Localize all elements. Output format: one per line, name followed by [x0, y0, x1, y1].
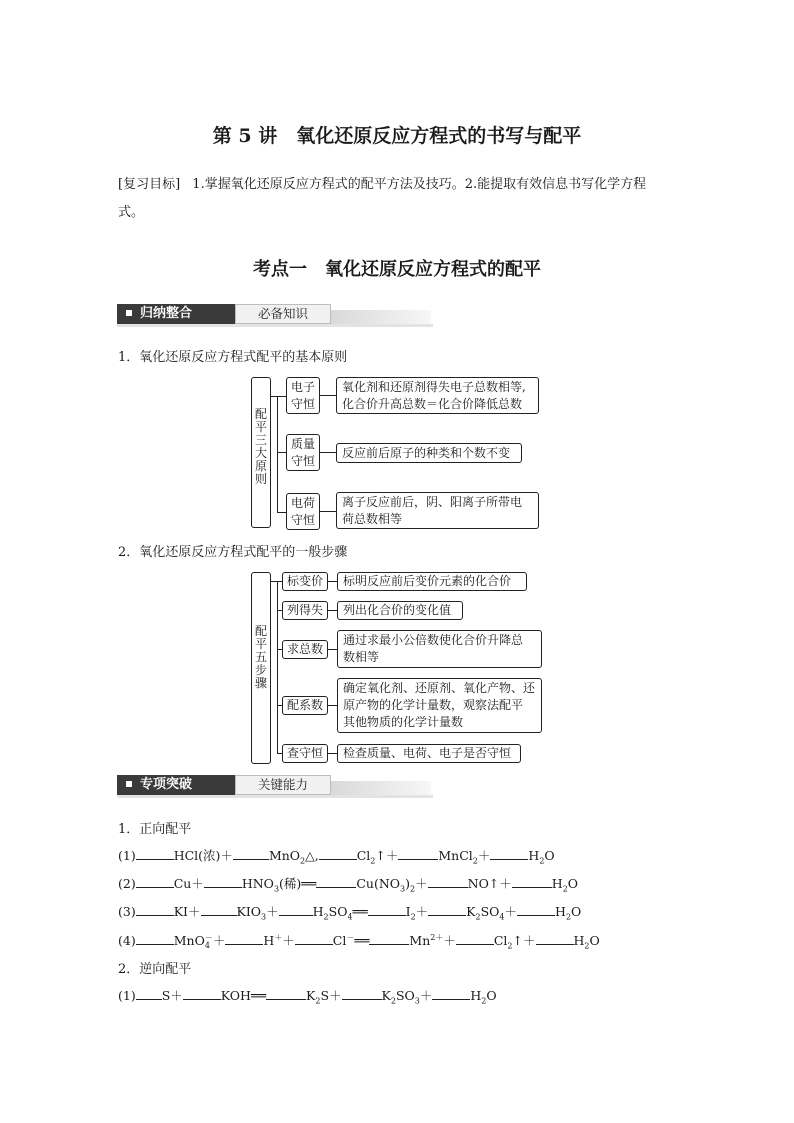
answer-blank[interactable] — [136, 987, 162, 1000]
answer-blank[interactable] — [342, 987, 382, 1000]
section-tag-dark: 归纳整合 — [117, 304, 235, 324]
answer-blank[interactable] — [490, 847, 528, 860]
section-heading: 考点一 氧化还原反应方程式的配平 — [253, 259, 541, 280]
step-key-5: 查守恒 — [282, 744, 328, 763]
answer-blank[interactable] — [512, 875, 552, 888]
step-key-2: 列得失 — [282, 601, 328, 620]
answer-blank[interactable] — [204, 875, 242, 888]
answer-blank[interactable] — [201, 903, 237, 916]
equation-2: (2) $Cu+ HNO_3$(稀)══ $Cu(NO_3)_2+$ NO↑＋ $H_2O$ — [118, 876, 579, 894]
answer-blank[interactable] — [316, 875, 356, 888]
answer-blank[interactable] — [233, 847, 269, 860]
square-icon — [126, 781, 132, 787]
page-title: 第 5 讲 氧化还原反应方程式的书写与配平 — [212, 125, 582, 147]
answer-blank[interactable] — [368, 903, 406, 916]
equation-1: (1) HCl(浓)＋ MnO$_2$△, $Cl_2↑+$ MnCl$_2$＋ $H_2O$ — [118, 848, 555, 866]
equation-5: (1) S＋ KOH══ $K_2S+ K_2SO_3+ H_2O$ — [118, 988, 497, 1006]
diagram1-root: 配平三大原则 — [251, 377, 271, 528]
answer-blank[interactable] — [432, 987, 470, 1000]
step-desc-4: 确定氧化剂、还原剂、氧化产物、还 原产物的化学计量数，观察法配平 其他物质的化学计量数 — [337, 678, 542, 733]
answer-blank[interactable] — [266, 987, 306, 1000]
diagram2-root: 配平五步骤 — [251, 572, 271, 764]
answer-blank[interactable] — [136, 847, 174, 860]
objective-line-2: 式。 — [118, 205, 145, 220]
answer-blank[interactable] — [136, 875, 174, 888]
equation-3: (3) $KI+ KIO_3+$ $H_2SO_4══$ $I_2+ K_2SO_4+ H_2O$ — [118, 904, 582, 922]
answer-blank[interactable] — [369, 932, 409, 945]
answer-blank[interactable] — [319, 847, 357, 860]
answer-blank[interactable] — [295, 932, 333, 945]
section-tag-dark: 专项突破 — [117, 775, 235, 795]
principle-desc-charge: 离子反应前后，阴、阳离子所带电 荷总数相等 — [336, 492, 539, 529]
heading-forward: 1．正向配平 — [118, 822, 192, 837]
objective-text-1: 1.掌握氧化还原反应方程式的配平方法及技巧。2.能提取有效信息书写化学方程 — [192, 177, 647, 192]
answer-blank[interactable] — [536, 932, 574, 945]
answer-blank[interactable] — [183, 987, 221, 1000]
principle-key-mass: 质量 守恒 — [286, 434, 320, 471]
principle-key-charge: 电荷 守恒 — [286, 493, 320, 530]
answer-blank[interactable] — [428, 903, 466, 916]
section-tag-light: 关键能力 — [235, 775, 331, 795]
answer-blank[interactable] — [517, 903, 555, 916]
step-desc-2: 列出化合价的变化值 — [337, 601, 463, 620]
answer-blank[interactable] — [456, 932, 494, 945]
step-desc-1: 标明反应前后变价元素的化合价 — [337, 572, 527, 591]
step-desc-5: 检查质量、电荷、电子是否守恒 — [337, 744, 521, 763]
principle-desc-electron: 氧化剂和还原剂得失电子总数相等, 化合价升高总数＝化合价降低总数 — [336, 377, 539, 414]
square-icon — [126, 310, 132, 316]
answer-blank[interactable] — [398, 847, 438, 860]
section-tag-light: 必备知识 — [235, 304, 331, 324]
objective-label: [复习目标] — [118, 177, 181, 192]
equation-4: (4) MnO － 4 ＋ H＋＋ Cl－══ $Mn^{2+}+$ $Cl_2↑+ H_2O$ — [118, 932, 600, 951]
heading-principles: 1．氧化还原反应方程式配平的基本原则 — [118, 350, 348, 365]
answer-blank[interactable] — [428, 875, 468, 888]
step-key-3: 求总数 — [282, 640, 328, 659]
principle-desc-mass: 反应前后原子的种类和个数不变 — [336, 443, 522, 463]
principle-key-electron: 电子 守恒 — [286, 377, 320, 414]
answer-blank[interactable] — [136, 932, 174, 945]
step-desc-3: 通过求最小公倍数使化合价升降总 数相等 — [337, 630, 542, 668]
heading-steps: 2．氧化还原反应方程式配平的一般步骤 — [118, 545, 348, 560]
answer-blank[interactable] — [279, 903, 313, 916]
step-key-4: 配系数 — [282, 696, 328, 715]
objective-line-1 — [118, 173, 646, 192]
answer-blank[interactable] — [225, 932, 263, 945]
step-key-1: 标变价 — [282, 572, 328, 591]
heading-reverse: 2．逆向配平 — [118, 962, 192, 977]
answer-blank[interactable] — [136, 903, 174, 916]
